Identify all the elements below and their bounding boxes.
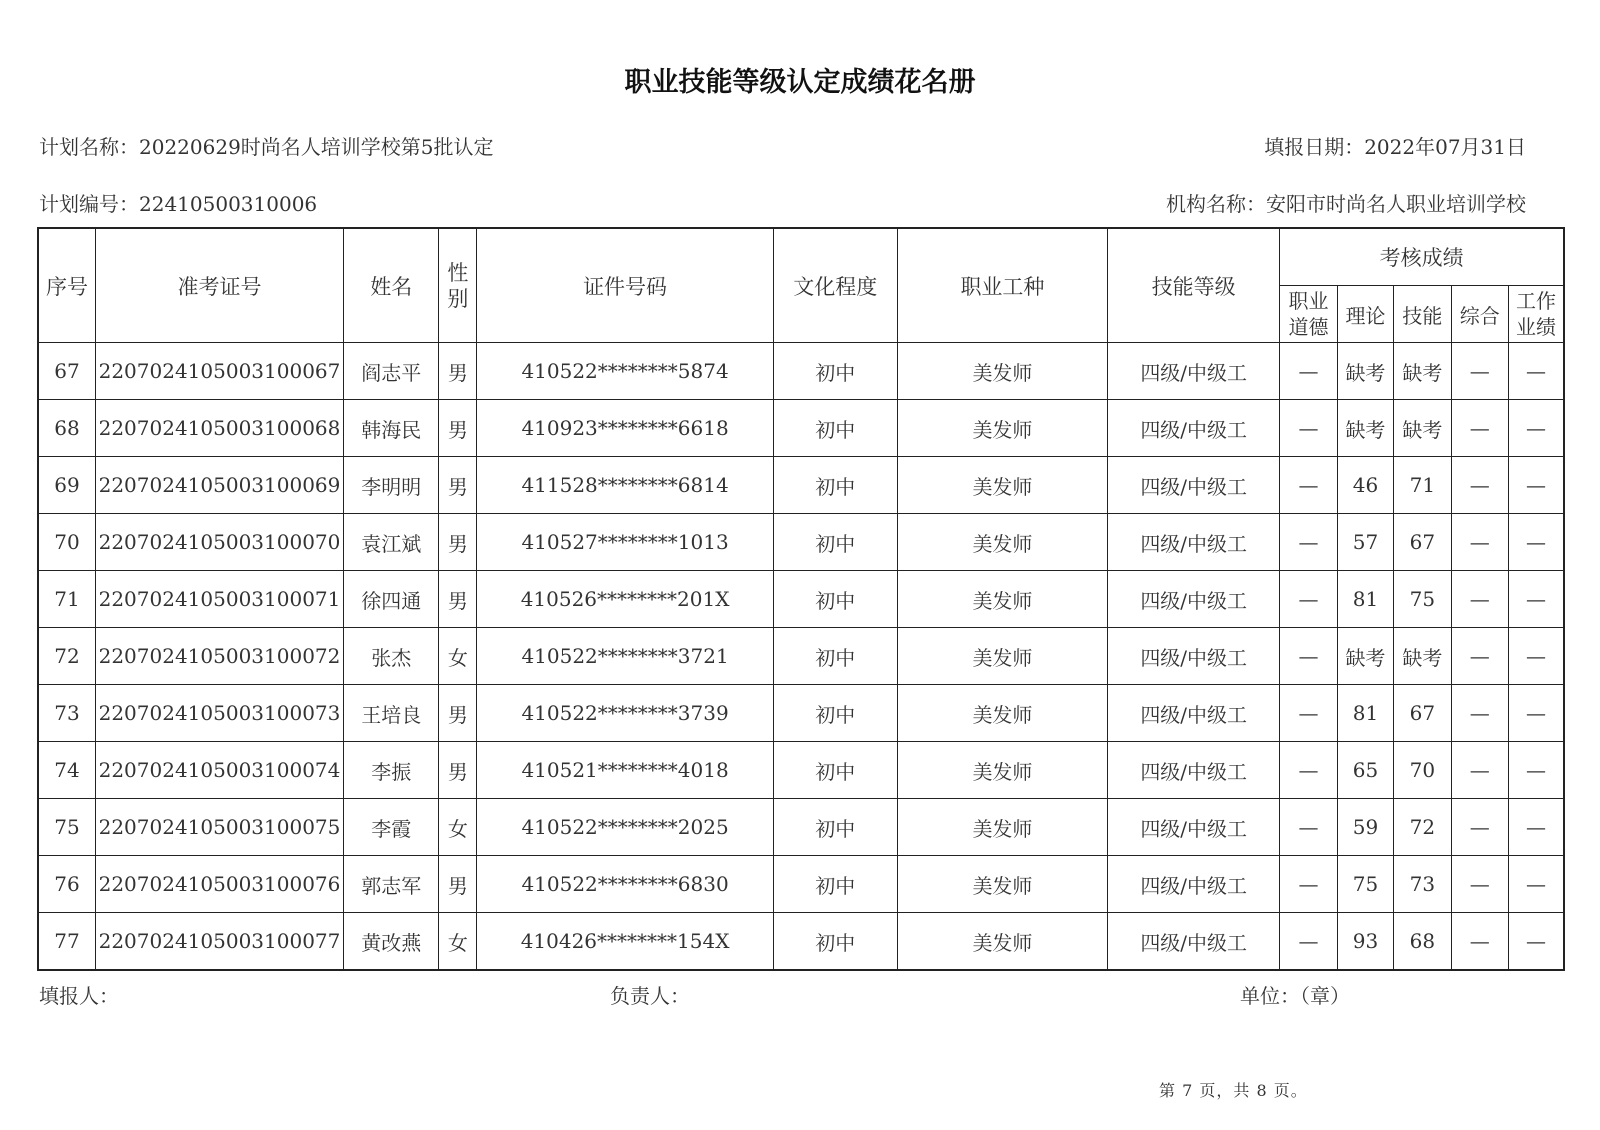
header-skill-level: 技能等级 [1108,228,1280,343]
cell-seq: 73 [38,685,95,742]
plan-code-label: 计划编号： [39,192,139,216]
cell-theory: 93 [1337,913,1393,971]
cell-skill-level: 四级/中级工 [1108,571,1280,628]
cell-occupation: 美发师 [897,742,1107,799]
cell-skill: 缺考 [1394,400,1451,457]
plan-code [39,188,317,217]
cell-name: 韩海民 [344,400,439,457]
header-gender [439,228,477,343]
cell-occupation: 美发师 [897,685,1107,742]
cell-theory: 65 [1337,742,1393,799]
cell-occupation: 美发师 [897,514,1107,571]
cell-theory: 缺考 [1337,628,1393,685]
cell-ticket: 2207024105003100077 [95,913,343,971]
footer-unit-seal: 单位：（章） [1240,984,1350,1008]
cell-work-performance: — [1508,913,1564,971]
cell-ticket: 2207024105003100070 [95,514,343,571]
cell-work-performance: — [1508,628,1564,685]
cell-overall: — [1451,457,1508,514]
cell-name: 李明明 [344,457,439,514]
cell-skill: 缺考 [1394,343,1451,400]
header-scores-group: 考核成绩 [1280,228,1564,286]
cell-overall: — [1451,799,1508,856]
cell-skill: 67 [1394,685,1451,742]
cell-occupation: 美发师 [897,913,1107,971]
cell-id-number: 410923********6618 [477,400,773,457]
header-overall: 综合 [1451,286,1508,343]
header-skill: 技能 [1394,286,1451,343]
cell-education: 初中 [773,685,897,742]
table-header [38,228,1564,343]
cell-name: 张杰 [344,628,439,685]
table-row [38,628,1564,685]
header-id-number: 证件号码 [477,228,773,343]
cell-overall: — [1451,628,1508,685]
cell-ethics: — [1280,400,1337,457]
cell-name: 袁江斌 [344,514,439,571]
cell-skill-level: 四级/中级工 [1108,742,1280,799]
cell-occupation: 美发师 [897,571,1107,628]
cell-overall: — [1451,856,1508,913]
cell-id-number: 410426********154X [477,913,773,971]
cell-education: 初中 [773,628,897,685]
cell-seq: 71 [38,571,95,628]
cell-gender: 男 [439,571,477,628]
cell-theory: 缺考 [1337,343,1393,400]
cell-gender: 女 [439,913,477,971]
cell-gender: 男 [439,400,477,457]
cell-skill: 72 [1394,799,1451,856]
cell-skill-level: 四级/中级工 [1108,856,1280,913]
cell-ethics: — [1280,685,1337,742]
cell-theory: 75 [1337,856,1393,913]
table-row [38,742,1564,799]
cell-gender: 女 [439,799,477,856]
cell-ethics: — [1280,457,1337,514]
cell-overall: — [1451,400,1508,457]
cell-ticket: 2207024105003100067 [95,343,343,400]
header-occupation: 职业工种 [897,228,1107,343]
score-roster-table [37,227,1565,971]
header-education: 文化程度 [773,228,897,343]
cell-gender: 男 [439,514,477,571]
cell-ticket: 2207024105003100075 [95,799,343,856]
cell-theory: 57 [1337,514,1393,571]
cell-occupation: 美发师 [897,343,1107,400]
cell-seq: 72 [38,628,95,685]
cell-id-number: 410522********6830 [477,856,773,913]
cell-overall: — [1451,913,1508,971]
cell-theory: 46 [1337,457,1393,514]
cell-id-number: 410522********3721 [477,628,773,685]
cell-education: 初中 [773,571,897,628]
cell-skill-level: 四级/中级工 [1108,514,1280,571]
org-name [1166,188,1526,217]
cell-id-number: 410526********201X [477,571,773,628]
footer-filler: 填报人： [39,984,119,1008]
header-ethics-line2: 道德 [1288,315,1329,339]
cell-gender: 男 [439,343,477,400]
cell-gender: 男 [439,685,477,742]
cell-ticket: 2207024105003100074 [95,742,343,799]
cell-id-number: 410527********1013 [477,514,773,571]
cell-skill: 70 [1394,742,1451,799]
cell-name: 李振 [344,742,439,799]
header-ethics [1280,286,1337,343]
cell-work-performance: — [1508,742,1564,799]
cell-ethics: — [1280,628,1337,685]
cell-name: 王培良 [344,685,439,742]
header-ticket: 准考证号 [95,228,343,343]
cell-education: 初中 [773,457,897,514]
table-row [38,457,1564,514]
cell-seq: 74 [38,742,95,799]
cell-skill-level: 四级/中级工 [1108,628,1280,685]
cell-name: 徐四通 [344,571,439,628]
cell-work-performance: — [1508,400,1564,457]
page-title: 职业技能等级认定成绩花名册 [624,67,976,98]
cell-ethics: — [1280,343,1337,400]
org-name-value: 安阳市时尚名人职业培训学校 [1266,192,1526,216]
header-theory: 理论 [1337,286,1393,343]
cell-seq: 68 [38,400,95,457]
cell-work-performance: — [1508,856,1564,913]
cell-overall: — [1451,571,1508,628]
cell-gender: 男 [439,742,477,799]
table-row [38,571,1564,628]
cell-name: 李霞 [344,799,439,856]
cell-skill: 68 [1394,913,1451,971]
cell-theory: 缺考 [1337,400,1393,457]
cell-education: 初中 [773,343,897,400]
cell-ethics: — [1280,571,1337,628]
cell-work-performance: — [1508,457,1564,514]
cell-ticket: 2207024105003100068 [95,400,343,457]
table-row [38,343,1564,400]
table-row [38,856,1564,913]
cell-skill-level: 四级/中级工 [1108,457,1280,514]
cell-work-performance: — [1508,514,1564,571]
cell-work-performance: — [1508,571,1564,628]
cell-gender: 女 [439,628,477,685]
cell-overall: — [1451,343,1508,400]
cell-gender: 男 [439,856,477,913]
cell-skill: 67 [1394,514,1451,571]
cell-work-performance: — [1508,799,1564,856]
header-work-line1: 工作 [1515,289,1556,313]
plan-name-label: 计划名称： [39,135,139,159]
header-name: 姓名 [344,228,439,343]
header-work-performance [1508,286,1564,343]
cell-name: 黄改燕 [344,913,439,971]
cell-id-number: 410522********5874 [477,343,773,400]
cell-skill: 75 [1394,571,1451,628]
cell-skill-level: 四级/中级工 [1108,799,1280,856]
table-row [38,685,1564,742]
header-ethics-line1: 职业 [1288,289,1329,313]
report-date-value: 2022年07月31日 [1364,135,1526,159]
cell-theory: 81 [1337,571,1393,628]
cell-seq: 69 [38,457,95,514]
cell-occupation: 美发师 [897,457,1107,514]
cell-id-number: 411528********6814 [477,457,773,514]
cell-ticket: 2207024105003100072 [95,628,343,685]
cell-occupation: 美发师 [897,799,1107,856]
cell-ticket: 2207024105003100071 [95,571,343,628]
cell-theory: 81 [1337,685,1393,742]
cell-gender: 男 [439,457,477,514]
report-date [1264,131,1526,160]
plan-name [39,131,494,160]
cell-ethics: — [1280,742,1337,799]
cell-ethics: — [1280,856,1337,913]
cell-seq: 75 [38,799,95,856]
cell-education: 初中 [773,856,897,913]
table-row [38,514,1564,571]
plan-name-value: 20220629时尚名人培训学校第5批认定 [139,135,494,159]
cell-education: 初中 [773,400,897,457]
cell-ethics: — [1280,913,1337,971]
table-row [38,799,1564,856]
org-name-label: 机构名称： [1166,192,1266,216]
table-body [38,343,1564,971]
cell-skill-level: 四级/中级工 [1108,400,1280,457]
report-date-label: 填报日期： [1264,135,1365,159]
cell-id-number: 410521********4018 [477,742,773,799]
cell-skill: 73 [1394,856,1451,913]
cell-education: 初中 [773,799,897,856]
cell-work-performance: — [1508,343,1564,400]
cell-occupation: 美发师 [897,856,1107,913]
plan-code-value: 22410500310006 [139,192,318,216]
cell-ticket: 2207024105003100073 [95,685,343,742]
header-gender-line1: 性 [447,260,469,285]
cell-id-number: 410522********3739 [477,685,773,742]
cell-ethics: — [1280,514,1337,571]
cell-id-number: 410522********2025 [477,799,773,856]
cell-ticket: 2207024105003100069 [95,457,343,514]
cell-name: 阎志平 [344,343,439,400]
cell-ticket: 2207024105003100076 [95,856,343,913]
cell-theory: 59 [1337,799,1393,856]
cell-overall: — [1451,514,1508,571]
cell-education: 初中 [773,913,897,971]
cell-occupation: 美发师 [897,628,1107,685]
cell-seq: 67 [38,343,95,400]
cell-education: 初中 [773,742,897,799]
header-gender-line2: 别 [447,286,469,311]
cell-work-performance: — [1508,685,1564,742]
cell-overall: — [1451,685,1508,742]
cell-skill-level: 四级/中级工 [1108,913,1280,971]
table-row [38,913,1564,971]
table-row [38,400,1564,457]
cell-skill: 缺考 [1394,628,1451,685]
cell-seq: 77 [38,913,95,971]
cell-name: 郭志军 [344,856,439,913]
cell-ethics: — [1280,799,1337,856]
cell-education: 初中 [773,514,897,571]
page-number: 第 7 页，共 8 页。 [1159,1081,1308,1100]
cell-skill-level: 四级/中级工 [1108,343,1280,400]
header-seq: 序号 [38,228,95,343]
cell-seq: 76 [38,856,95,913]
cell-skill-level: 四级/中级工 [1108,685,1280,742]
cell-seq: 70 [38,514,95,571]
cell-skill: 71 [1394,457,1451,514]
footer-responsible: 负责人： [610,984,690,1008]
cell-overall: — [1451,742,1508,799]
cell-occupation: 美发师 [897,400,1107,457]
header-work-line2: 业绩 [1515,315,1556,339]
